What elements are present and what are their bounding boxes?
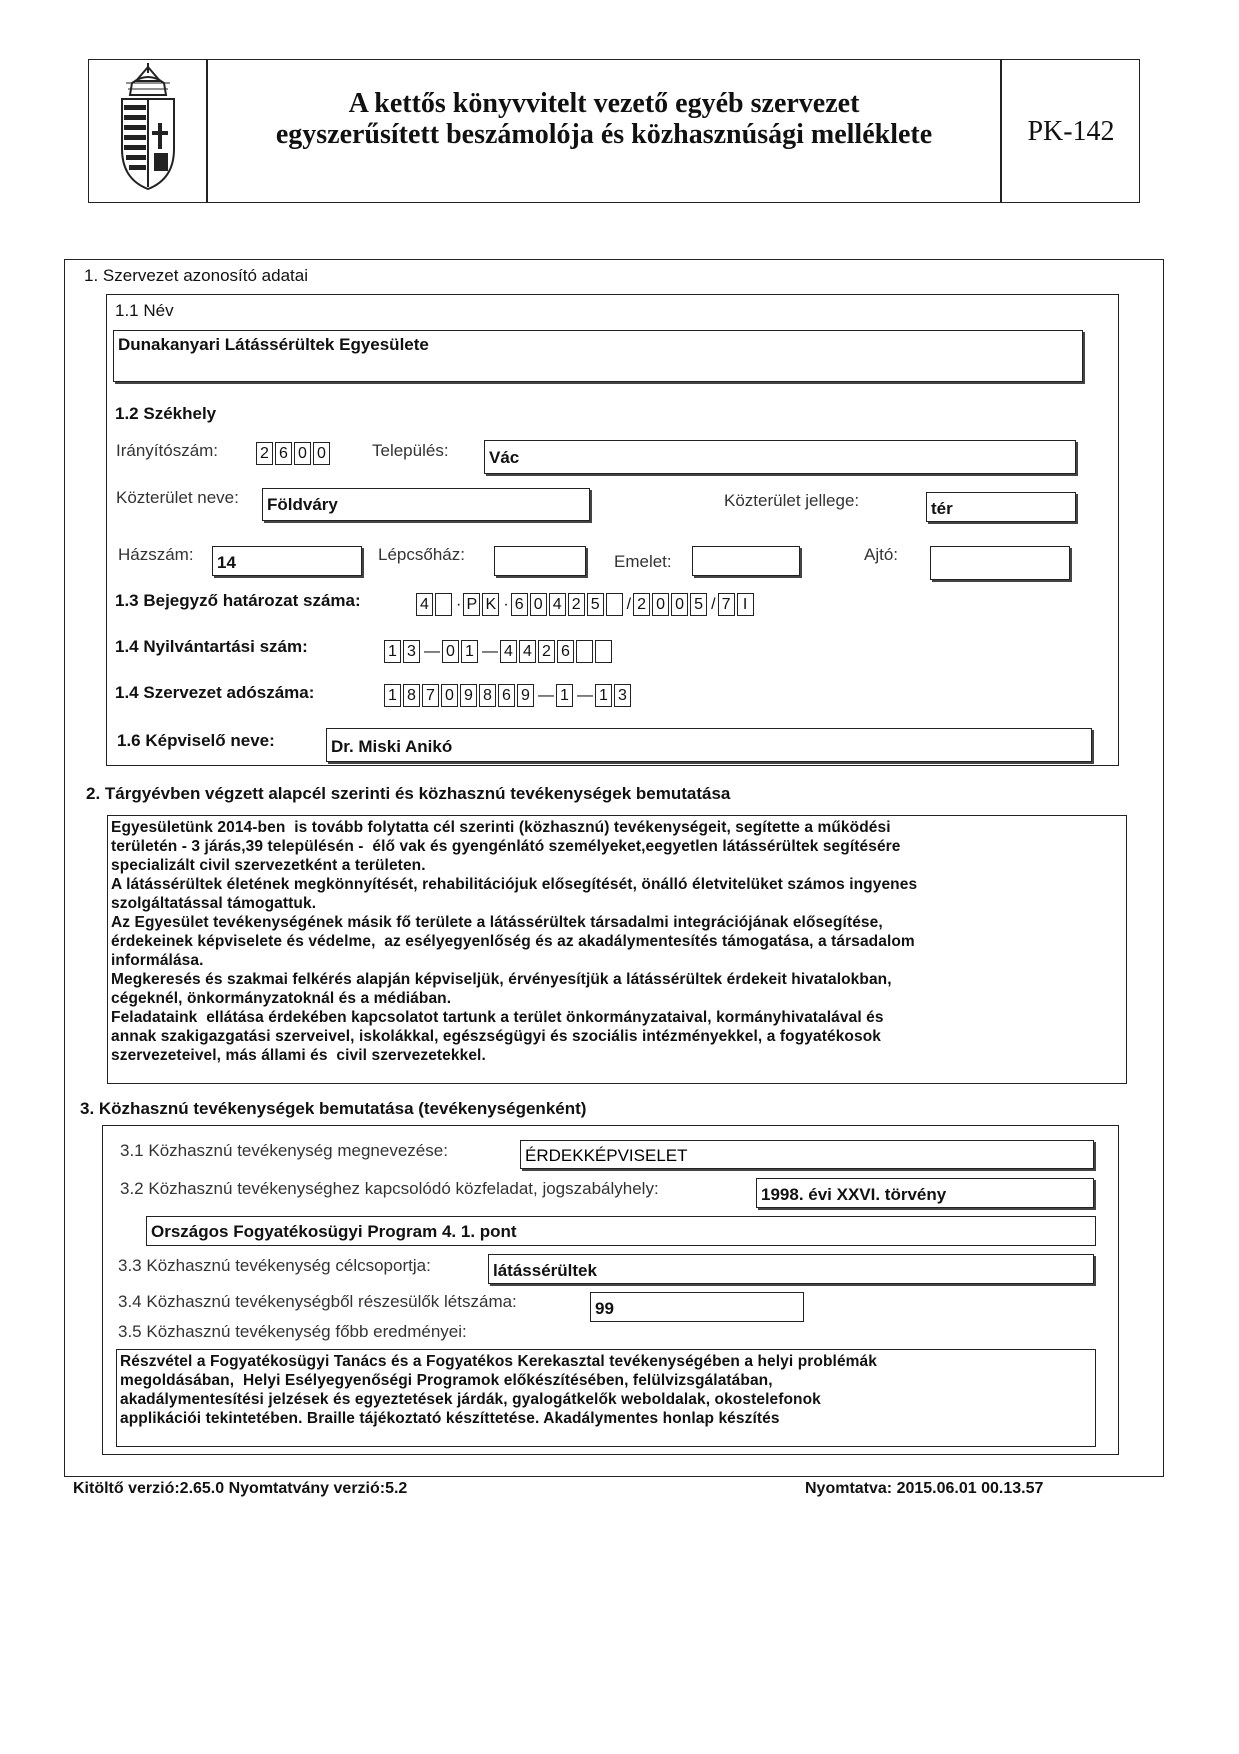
tax-digit: 8	[403, 684, 420, 707]
registry-sep: —	[424, 643, 440, 660]
decision-char: 2	[568, 593, 585, 616]
decision-char: 0	[652, 593, 669, 616]
tax-digit: 1	[384, 684, 401, 707]
seat-label: 1.2 Székhely	[115, 404, 217, 423]
tax-digit: 3	[614, 684, 631, 707]
registry-sep: —	[482, 643, 498, 660]
decision-char: I	[737, 593, 754, 616]
footer-printed: Nyomtatva: 2015.06.01 00.13.57	[805, 1480, 1044, 1497]
zip-cells[interactable]	[256, 442, 332, 465]
registry-char: 1	[384, 640, 401, 663]
street-field[interactable]: Földváry	[262, 488, 590, 521]
section3-title: 3. Közhasznú tevékenységek bemutatása (tevékenységenként)	[80, 1099, 587, 1118]
tax-digit: 8	[479, 684, 496, 707]
decision-char: 7	[718, 593, 735, 616]
results-label: 3.5 Közhasznú tevékenység főbb eredményei:	[118, 1322, 467, 1341]
tax-digit: 1	[595, 684, 612, 707]
task-law-field[interactable]: 1998. évi XXVI. törvény	[756, 1178, 1094, 1208]
decision-char: 4	[416, 593, 433, 616]
registry-char	[595, 640, 612, 663]
form-title	[208, 88, 1000, 150]
registry-label: 1.4 Nyilvántartási szám:	[115, 637, 308, 656]
door-field[interactable]	[930, 546, 1070, 580]
stair-field[interactable]	[494, 546, 586, 576]
registry-char	[576, 640, 593, 663]
street-type-field[interactable]: tér	[926, 492, 1076, 522]
decision-char: 0	[671, 593, 688, 616]
tax-digit: 9	[460, 684, 477, 707]
footer-version: Kitöltő verzió:2.65.0 Nyomtatvány verzió:5.2	[73, 1480, 408, 1497]
city-field[interactable]: Vác	[484, 440, 1076, 474]
street-type-label: Közterület jellege:	[724, 491, 860, 510]
rep-label: 1.6 Képviselő neve:	[117, 731, 275, 750]
decision-sep: /	[711, 596, 716, 613]
name-label: 1.1 Név	[115, 301, 174, 320]
form-title-line2: egyszerűsített beszámolója és közhasznúsági melléklete	[275, 119, 933, 150]
house-label: Házszám:	[118, 545, 194, 564]
decision-char: 4	[549, 593, 566, 616]
stair-label: Lépcsőház:	[378, 545, 465, 564]
form-code: PK-142	[1027, 116, 1115, 147]
house-field[interactable]: 14	[212, 546, 362, 576]
decision-char: K	[482, 593, 499, 616]
registry-cells[interactable]	[384, 640, 614, 663]
tax-sep: —	[577, 687, 593, 704]
registry-char: 1	[461, 640, 478, 663]
decision-char: 0	[530, 593, 547, 616]
zip-digit: 0	[313, 442, 330, 465]
task-label: 3.2 Közhasznú tevékenységhez kapcsolódó közfeladat, jogszabályhely:	[120, 1179, 659, 1198]
count-label: 3.4 Közhasznú tevékenységből részesülők létszáma:	[118, 1292, 517, 1311]
door-label: Ajtó:	[864, 545, 899, 564]
target-label: 3.3 Közhasznú tevékenység célcsoportja:	[118, 1256, 431, 1275]
coat-of-arms-icon	[112, 63, 184, 193]
zip-digit: 6	[275, 442, 292, 465]
results-text[interactable]: Részvétel a Fogyatékosügyi Tanács és a Fogyatékos Kerekasztal tevékenységében a helyi problémák megoldásában, Helyi Esélyegyenőségi Programok előkészítésében, felülvizsgálatában, akadálymentesítési jelzések és egyeztetések járdák, gyalogátkelők weboldalak, okostelefonok applikációi tekintetében. Braille tájékoztató készíttetése. Akadálymentes honlap készítés	[116, 1349, 1096, 1447]
section1-title: 1. Szervezet azonosító adatai	[84, 266, 308, 285]
registry-char: 2	[538, 640, 555, 663]
tax-label: 1.4 Szervezet adószáma:	[115, 683, 315, 702]
rep-field[interactable]: Dr. Miski Anikó	[326, 728, 1092, 762]
decision-char: P	[463, 593, 480, 616]
tax-digit: 1	[556, 684, 573, 707]
tax-cells[interactable]	[384, 684, 633, 707]
tax-sep: —	[538, 687, 554, 704]
form-title-line1: A kettős könyvvitelt vezető egyéb szervezet	[348, 88, 860, 119]
decision-char	[606, 593, 623, 616]
activities-text[interactable]: Egyesületünk 2014-ben is tovább folytatta cél szerinti (közhasznú) tevékenységeit, segítette a működési területén - 3 járás,39 településén - élő vak és gyengénlátó személyeket,eegyetlen látássérültek segítésére specializált civil szervezetként a területen. A látássérültek életének megkönnyítését, rehabilitációjuk elősegítését, önálló életvitelüket számos ingyenes szolgáltatással támogattuk. Az Egyesület tevékenységének másik fő területe a látássérültek társadalmi integrációjának elősegítése, érdekeinek képviselete és védelme, az esélyegyenlőség és az akadálymentesítés támogatása, a társadalom informálása. Megkeresés és szakmai felkérés alapján képviseljük, érvényesítjük a látássérültek érdekeit hivatalokban, cégeknél, önkormányzatoknál és a médiában. Feladataink ellátása érdekében kapcsolatot tartunk a terület önkormányzataival, kormányhivatalával és annak szakigazgatási szerveivel, iskolákkal, egészségügyi és szociális intézményekkel, a fogyatékosok szervezeteivel, más állami és civil szervezetekkel.	[107, 815, 1127, 1084]
decision-char: 2	[633, 593, 650, 616]
decision-char	[435, 593, 452, 616]
count-field[interactable]: 99	[590, 1292, 804, 1322]
tax-digit: 6	[498, 684, 515, 707]
task-program-field[interactable]: Országos Fogyatékosügyi Program 4. 1. pont	[146, 1216, 1096, 1246]
section2-title: 2. Tárgyévben végzett alapcél szerinti és közhasznú tevékenységek bemutatása	[86, 784, 731, 803]
zip-digit: 2	[256, 442, 273, 465]
registry-char: 6	[557, 640, 574, 663]
decision-char: 6	[511, 593, 528, 616]
decision-char: 5	[690, 593, 707, 616]
decision-sep: /	[626, 596, 632, 613]
registry-char: 4	[500, 640, 517, 663]
city-label: Település:	[372, 441, 449, 460]
decision-sep: ·	[503, 596, 509, 613]
tax-digit: 9	[517, 684, 534, 707]
registry-char: 0	[442, 640, 459, 663]
registry-char: 4	[519, 640, 536, 663]
target-field[interactable]: látássérültek	[488, 1254, 1094, 1284]
tax-digit: 0	[441, 684, 458, 707]
decision-label: 1.3 Bejegyző határozat száma:	[115, 591, 361, 610]
registry-char: 3	[403, 640, 420, 663]
decision-char: 5	[587, 593, 604, 616]
decision-sep: ·	[456, 596, 462, 613]
name-field[interactable]: Dunakanyari Látássérültek Egyesülete	[113, 330, 1083, 382]
zip-digit: 0	[294, 442, 311, 465]
activity-field[interactable]: ÉRDEKKÉPVISELET	[520, 1140, 1094, 1169]
activity-label: 3.1 Közhasznú tevékenység megnevezése:	[120, 1141, 448, 1160]
decision-cells[interactable]	[416, 593, 756, 616]
floor-field[interactable]	[692, 546, 800, 576]
zip-label: Irányítószám:	[116, 441, 219, 460]
street-label: Közterület neve:	[116, 488, 239, 507]
tax-digit: 7	[422, 684, 439, 707]
floor-label: Emelet:	[614, 552, 672, 571]
